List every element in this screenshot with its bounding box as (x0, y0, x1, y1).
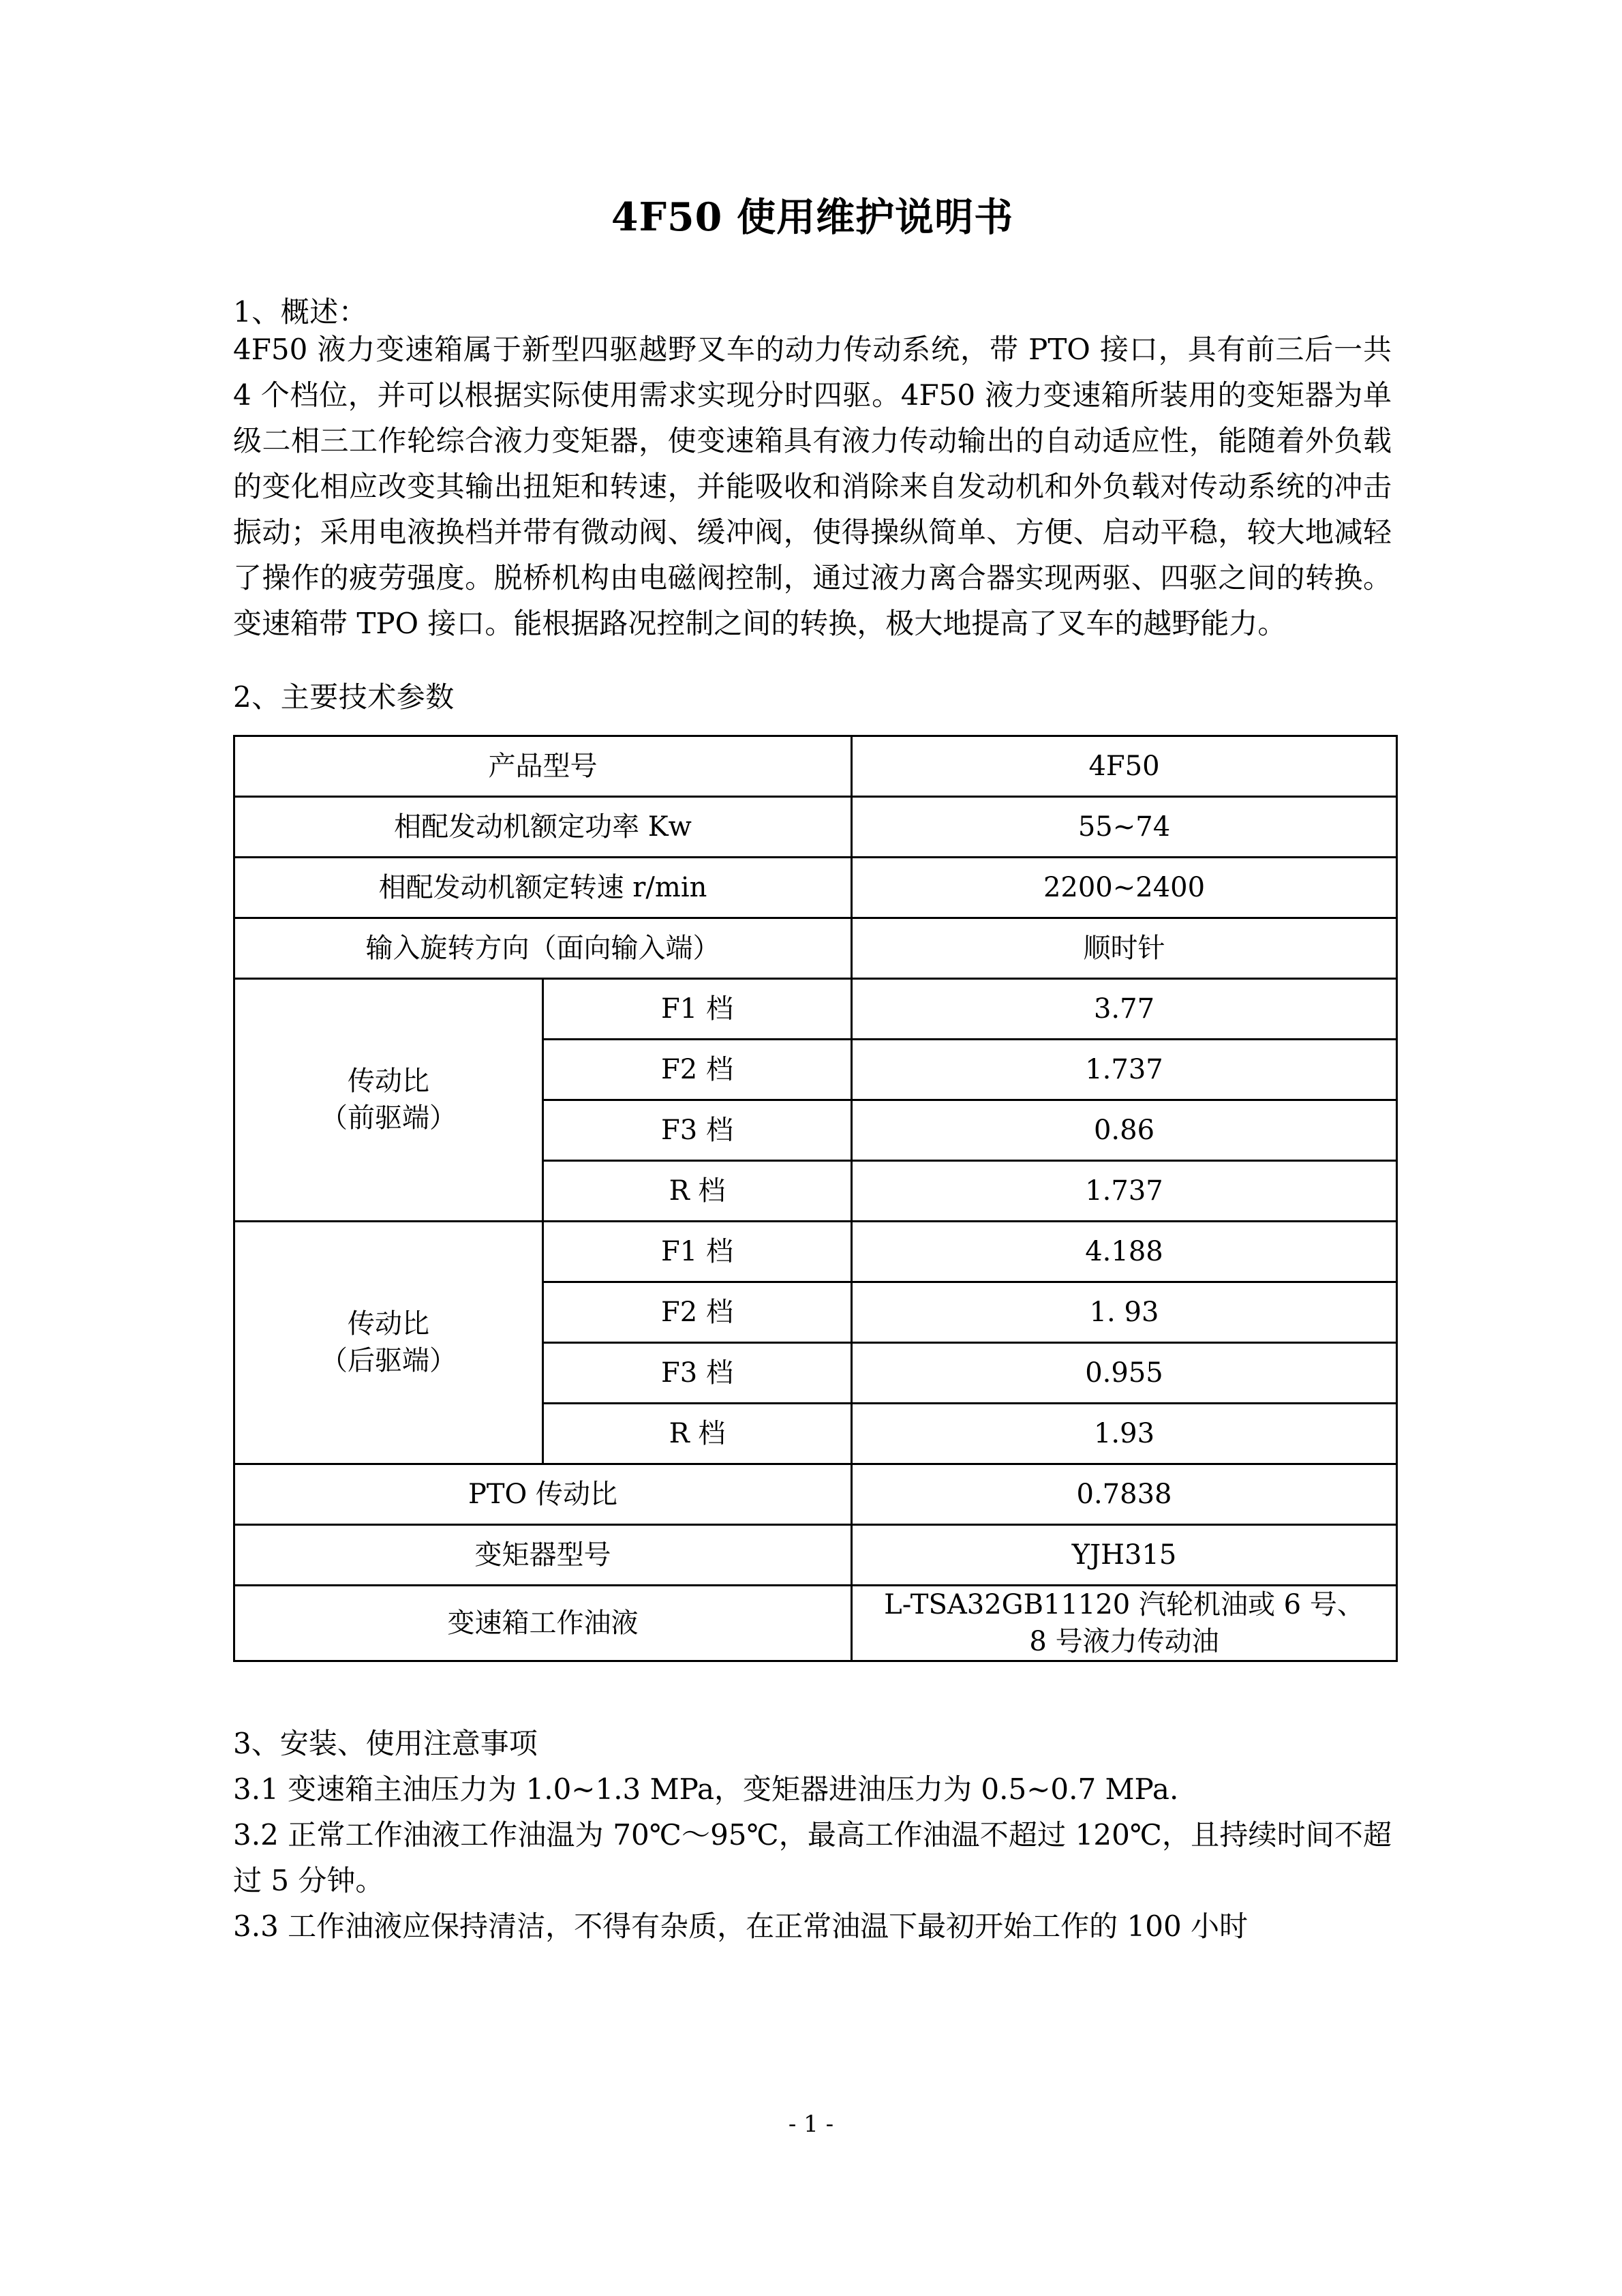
spec-value-line2: 8 号液力传动油 (1029, 1625, 1219, 1657)
spec-sub-label: F3 档 (543, 1342, 852, 1403)
spec-label: PTO 传动比 (234, 1464, 852, 1524)
notes-heading: 3、安装、使用注意事项 (233, 1726, 538, 1760)
group-label-line2: （后驱端） (320, 1345, 457, 1377)
spec-label: 相配发动机额定功率 Kw (234, 796, 852, 857)
spec-sub-label: F1 档 (543, 1221, 852, 1282)
spec-group-label-front (234, 978, 543, 1221)
spec-label: 产品型号 (234, 736, 852, 796)
spec-value: 1.737 (852, 1160, 1397, 1221)
spacer (233, 1662, 1392, 1721)
note-item-3-2: 3.2 正常工作油液工作油温为 70℃～95℃，最高工作油温不超过 120℃，且持续时间不超过 5 分钟。 (233, 1817, 1392, 1897)
spacer (233, 646, 1392, 683)
spec-table (233, 735, 1398, 1662)
spec-sub-label: R 档 (543, 1160, 852, 1221)
note-item-3-1: 3.1 变速箱主油压力为 1.0~1.3 MPa，变矩器进油压力为 0.5~0.7 MPa. (233, 1772, 1179, 1806)
table-row (234, 918, 1397, 978)
spec-sub-label: F3 档 (543, 1100, 852, 1160)
spec-value: 4.188 (852, 1221, 1397, 1282)
spec-value: 55~74 (852, 796, 1397, 857)
spec-value: 3.77 (852, 978, 1397, 1039)
spec-value: 顺时针 (852, 918, 1397, 978)
spacer (233, 712, 1392, 735)
spec-value: 1. 93 (852, 1282, 1397, 1342)
specs-heading: 2、主要技术参数 (233, 680, 455, 714)
spec-sub-label: R 档 (543, 1403, 852, 1464)
spec-label: 相配发动机额定转速 r/min (234, 857, 852, 918)
spec-label: 变矩器型号 (234, 1524, 852, 1585)
page-number: - 1 - (788, 2111, 834, 2138)
spec-value: 0.7838 (852, 1464, 1397, 1524)
table-row (234, 796, 1397, 857)
table-row (234, 978, 1397, 1039)
table-row (234, 1585, 1397, 1661)
spec-label: 变速箱工作油液 (234, 1585, 852, 1661)
spec-value: 4F50 (852, 736, 1397, 796)
spec-value: 0.86 (852, 1100, 1397, 1160)
table-row (234, 857, 1397, 918)
spec-value: YJH315 (852, 1524, 1397, 1585)
spec-value-line1: L-TSA32GB11120 汽轮机油或 6 号、 (884, 1588, 1364, 1620)
spec-sub-label: F2 档 (543, 1039, 852, 1100)
group-label-line2: （前驱端） (320, 1102, 457, 1134)
spec-sub-label: F2 档 (543, 1282, 852, 1342)
table-row (234, 1464, 1397, 1524)
spec-value: 2200~2400 (852, 857, 1397, 918)
spacer (233, 239, 1392, 298)
note-item-3-3: 3.3 工作油液应保持清洁，不得有杂质，在正常油温下最初开始工作的 100 小时 (233, 1909, 1249, 1943)
spec-label: 输入旋转方向（面向输入端） (234, 918, 852, 978)
overview-heading: 1、概述： (233, 294, 368, 329)
page-content (233, 0, 1392, 1949)
spec-value: 1.93 (852, 1403, 1397, 1464)
spec-value (852, 1585, 1397, 1661)
table-row (234, 1524, 1397, 1585)
spec-group-label-rear (234, 1221, 543, 1464)
spec-sub-label: F1 档 (543, 978, 852, 1039)
table-row (234, 1221, 1397, 1282)
page-title: 4F50 使用维护说明书 (611, 194, 1014, 240)
group-label-line1: 传动比 (348, 1308, 429, 1340)
overview-body: 4F50 液力变速箱属于新型四驱越野叉车的动力传动系统，带 PTO 接口，具有前三后一共 4 个档位，并可以根据实际使用需求实现分时四驱。4F50 液力变速箱所装用的变矩器为单级二相三工作轮综合液力变矩器，使变速箱具有液力传动输出的自动适应性，能随着外负载的变化相应改变其输出扭矩和转速，并能吸收和消除来自发动机和外负载对传动系统的冲击振动；采用电液换档并带有微动阀、缓冲阀，使得操纵简单、方便、启动平稳，较大地减轻了操作的疲劳强度。脱桥机构由电磁阀控制，通过液力离合器实现两驱、四驱之间的转换。变速箱带 TPO 接口。能根据路况控制之间的转换，极大地提高了叉车的越野能力。 (233, 332, 1392, 640)
spec-value: 0.955 (852, 1342, 1397, 1403)
table-row (234, 736, 1397, 796)
group-label-line1: 传动比 (348, 1066, 429, 1098)
spec-value: 1.737 (852, 1039, 1397, 1100)
